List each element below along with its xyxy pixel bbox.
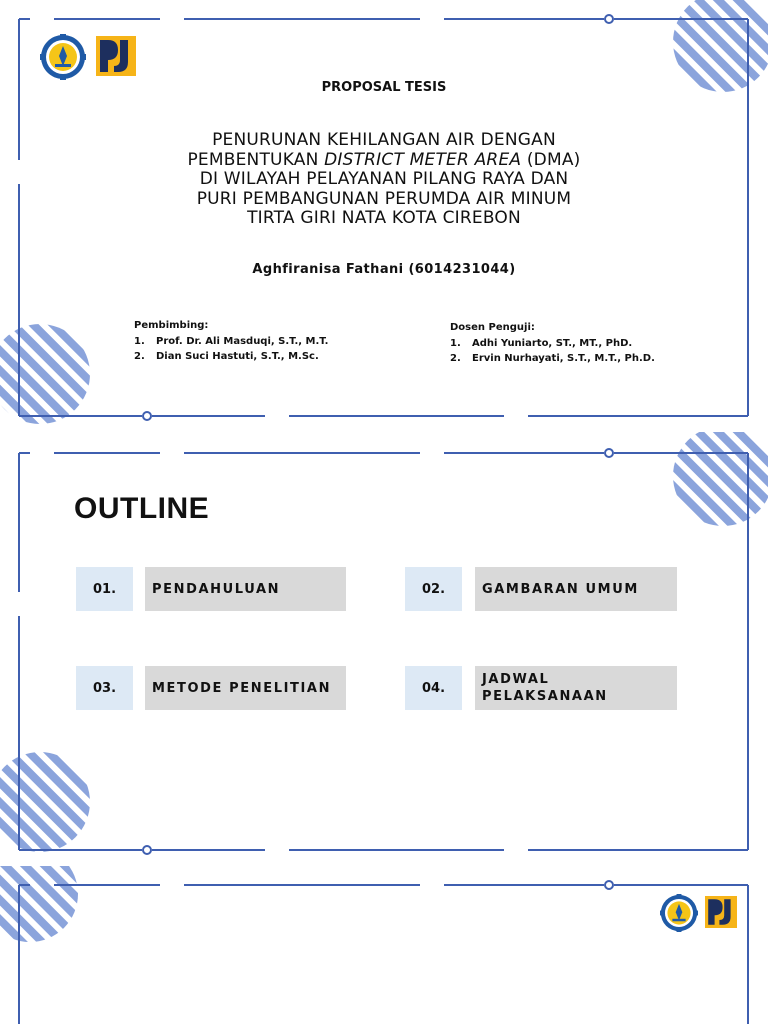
striped-circle-decoration	[673, 0, 768, 92]
supervisor-name: Dian Suci Hastuti, S.T., M.Sc.	[156, 351, 319, 362]
outline-item: PENDAHULUAN	[145, 567, 346, 611]
outline-number: 03.	[76, 666, 133, 710]
outline-slide	[0, 432, 768, 866]
supervisors-list	[134, 318, 328, 364]
striped-circle-decoration	[0, 866, 78, 942]
list-number: 2.	[134, 351, 145, 362]
thesis-title	[0, 131, 768, 229]
title-text: (DMA)	[521, 149, 581, 170]
its-logo	[40, 34, 86, 80]
title-italic-text: DISTRICT METER AREA	[324, 149, 522, 170]
list-number: 2.	[450, 353, 461, 364]
list-item	[450, 351, 655, 366]
examiner-name: Ervin Nurhayati, S.T., M.T., Ph.D.	[472, 353, 655, 364]
list-item	[134, 334, 328, 349]
outline-item: JADWAL PELAKSANAAN	[475, 666, 677, 710]
list-item	[134, 349, 328, 364]
list-number: 1.	[450, 338, 461, 349]
outline-number: 02.	[405, 567, 462, 611]
examiners-list	[450, 320, 655, 366]
examiner-name: Adhi Yuniarto, ST., MT., PhD.	[472, 338, 633, 349]
outline-number: 04.	[405, 666, 462, 710]
list-item	[450, 336, 655, 351]
outline-item: METODE PENELITIAN	[145, 666, 346, 710]
title-line: PENURUNAN KEHILANGAN AIR DENGAN	[212, 130, 556, 150]
proposal-heading: PROPOSAL TESIS	[321, 80, 447, 95]
title-text: PEMBENTUKAN	[187, 149, 325, 170]
list-number: 1.	[134, 336, 145, 347]
pu-logo	[705, 896, 737, 928]
title-line	[0, 151, 768, 171]
title-line: TIRTA GIRI NATA KOTA CIREBON	[247, 208, 521, 228]
slide-frame	[0, 866, 768, 1024]
supervisor-name: Prof. Dr. Ali Masduqi, S.T., M.T.	[156, 336, 329, 347]
examiners-label: Dosen Penguji:	[450, 322, 535, 333]
outline-number: 01.	[76, 567, 133, 611]
pu-logo	[96, 36, 136, 76]
title-line: PURI PEMBANGUNAN PERUMDA AIR MINUM	[196, 188, 572, 209]
striped-circle-decoration	[0, 324, 90, 424]
outline-item: GAMBARAN UMUM	[475, 567, 677, 611]
author-name: Aghfiranisa Fathani (6014231044)	[252, 262, 516, 277]
title-slide	[0, 0, 768, 432]
its-logo	[660, 894, 698, 932]
striped-circle-decoration	[673, 432, 768, 526]
striped-circle-decoration	[0, 752, 90, 852]
next-slide	[0, 866, 768, 1024]
title-line: DI WILAYAH PELAYANAN PILANG RAYA DAN	[199, 169, 569, 189]
supervisors-label: Pembimbing:	[134, 320, 209, 331]
outline-title: OUTLINE	[74, 492, 210, 525]
